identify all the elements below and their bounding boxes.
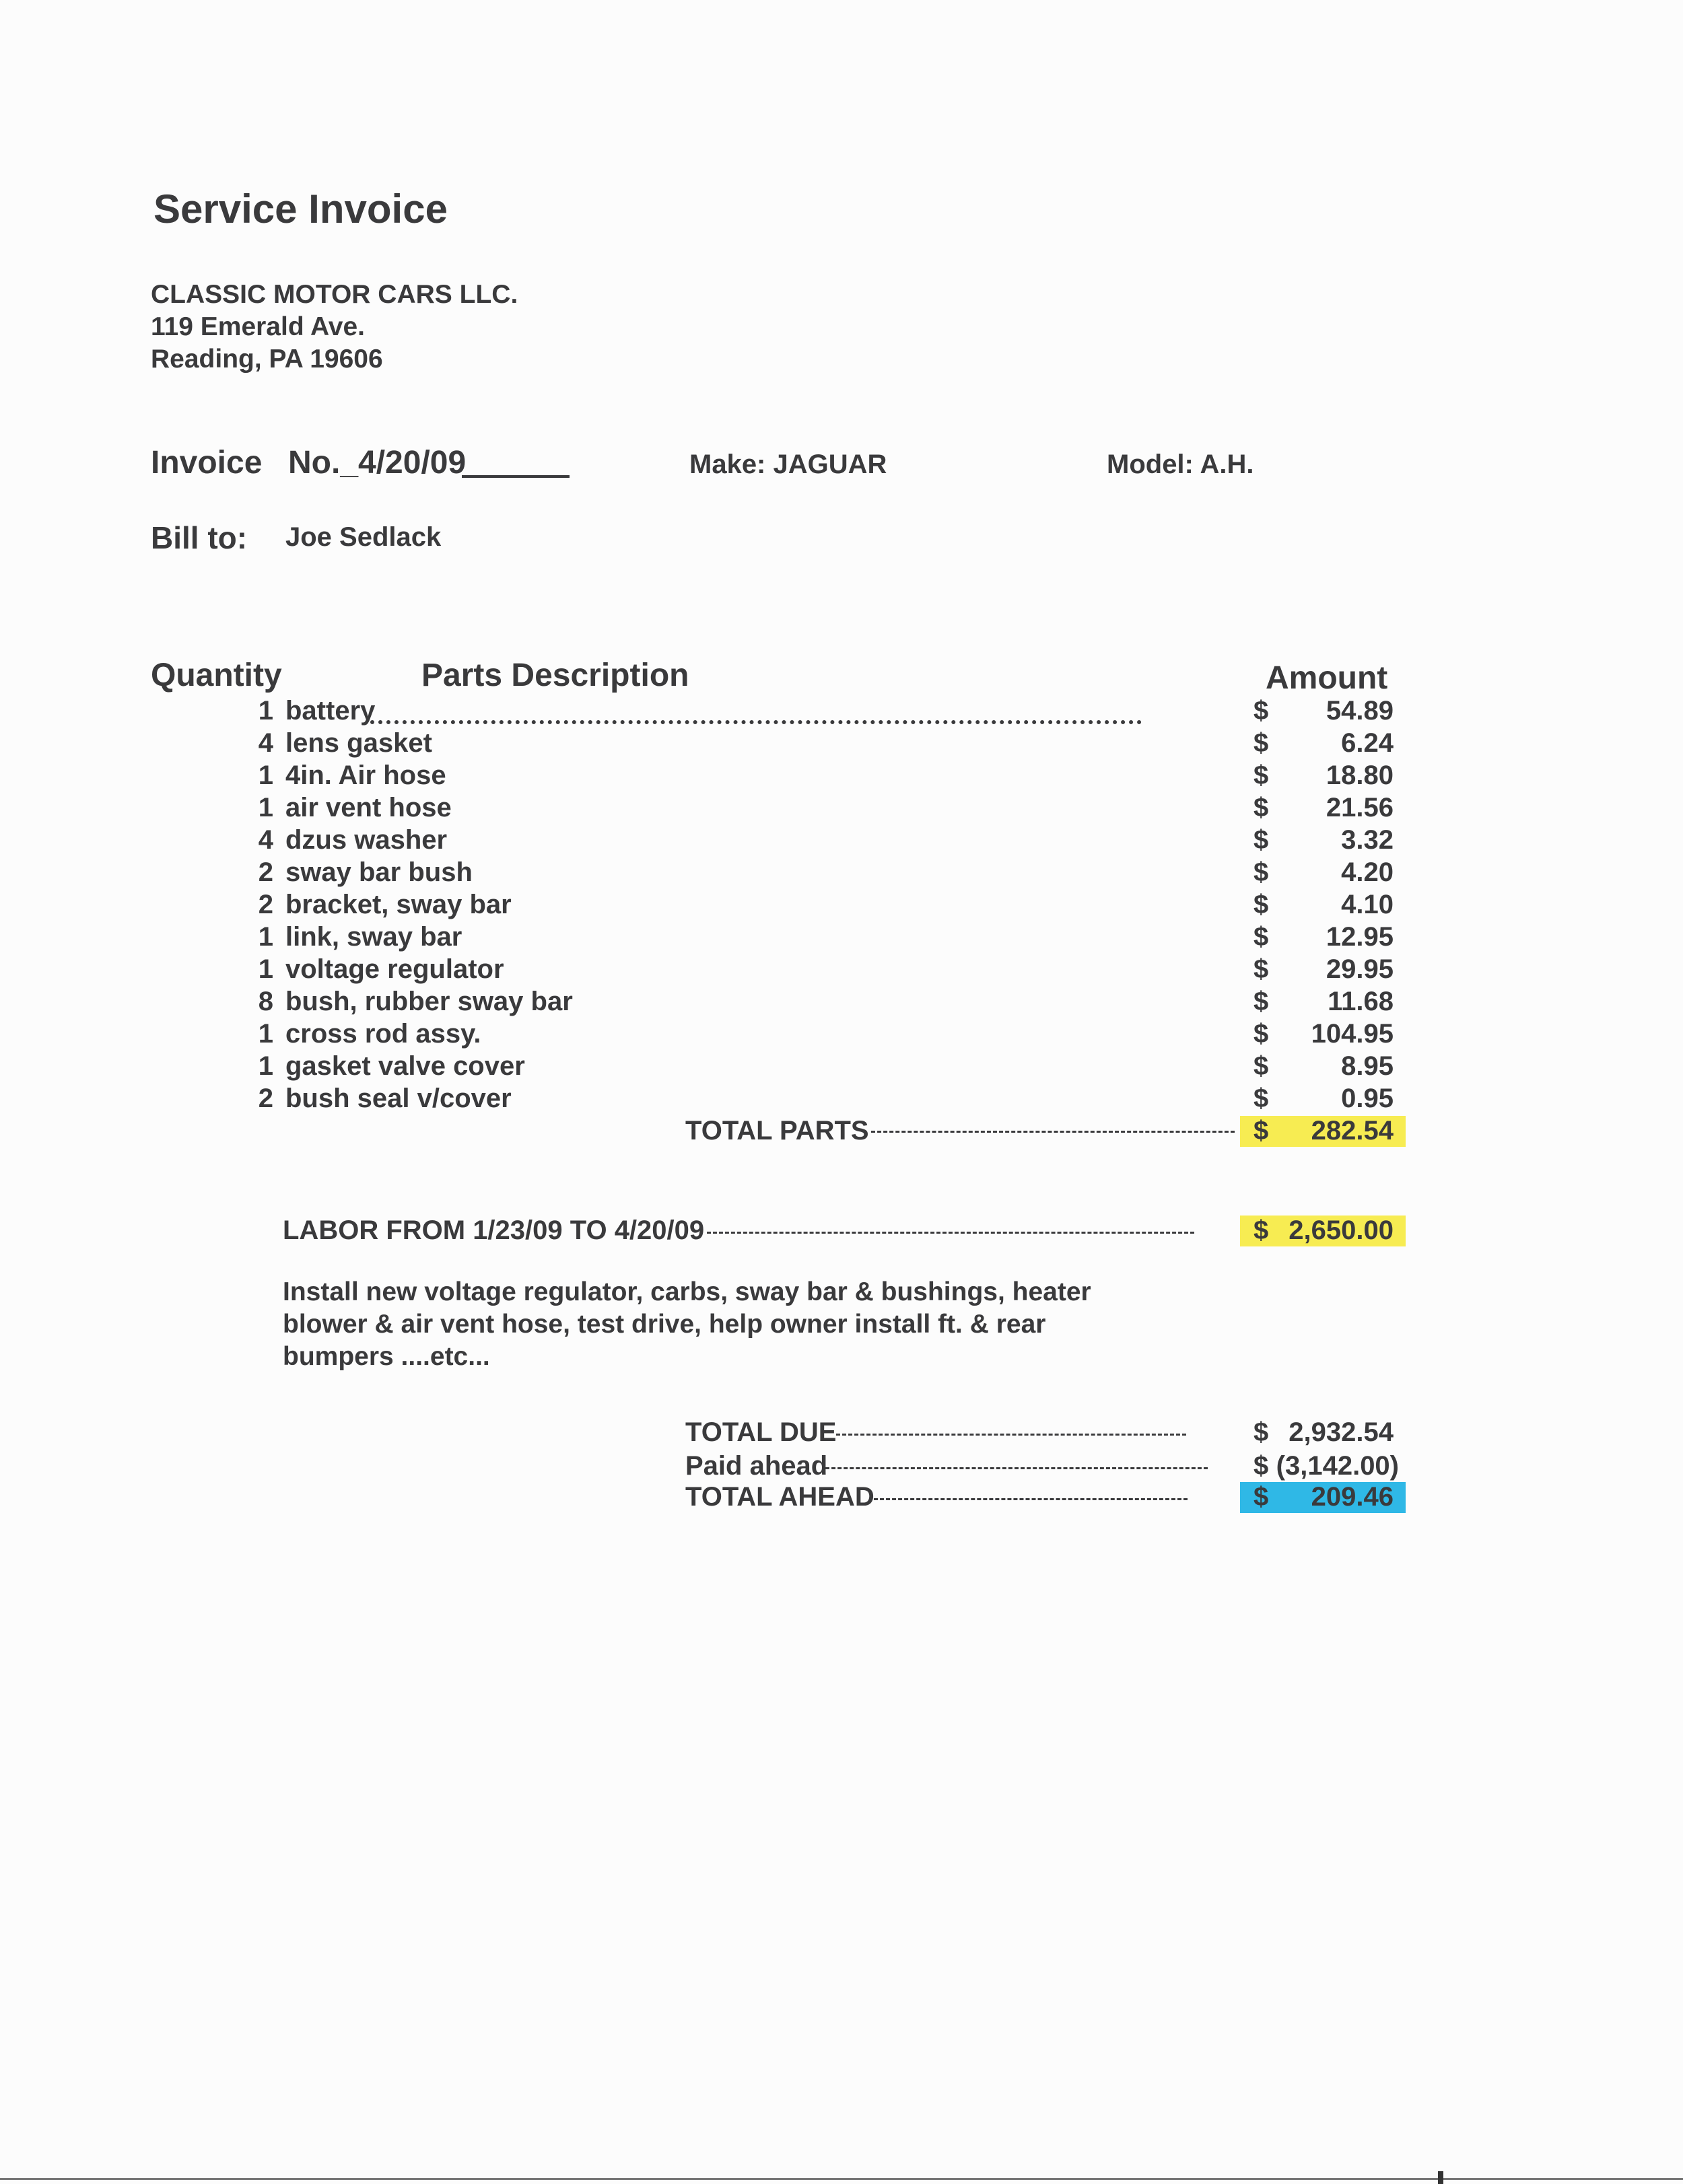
part-dollar-sign: $ <box>1253 1019 1269 1049</box>
part-row <box>0 761 1683 793</box>
part-row <box>0 728 1683 761</box>
part-quantity: 2 <box>258 857 273 887</box>
vehicle-make: Make: JAGUAR <box>689 450 887 479</box>
part-row <box>0 696 1683 728</box>
invoice-number: No._4/20/09 <box>288 445 467 481</box>
part-dollar-sign: $ <box>1253 696 1269 726</box>
part-amount: 104.95 <box>1311 1019 1394 1049</box>
total-due-label: TOTAL DUE <box>685 1417 837 1447</box>
part-dollar-sign: $ <box>1253 728 1269 758</box>
part-quantity: 4 <box>258 825 273 855</box>
part-dollar-sign: $ <box>1253 825 1269 855</box>
part-dollar-sign: $ <box>1253 1051 1269 1081</box>
part-description: lens gasket <box>285 728 432 758</box>
part-description: bracket, sway bar <box>285 890 512 919</box>
part-amount: 8.95 <box>1341 1051 1394 1081</box>
part-row <box>0 954 1683 987</box>
part-row <box>0 1019 1683 1051</box>
part-amount: 18.80 <box>1326 761 1394 790</box>
quantity-header: Quantity <box>151 658 282 693</box>
part-quantity: 1 <box>258 954 273 984</box>
part-dollar-sign: $ <box>1253 1084 1269 1113</box>
paid-ahead-dollar: $ <box>1253 1451 1269 1481</box>
part-amount: 29.95 <box>1326 954 1394 984</box>
total-ahead-amount: 209.46 <box>1311 1482 1394 1512</box>
part-row <box>0 1084 1683 1116</box>
part-description: gasket valve cover <box>285 1051 525 1081</box>
part-dollar-sign: $ <box>1253 793 1269 822</box>
part-dollar-sign: $ <box>1253 922 1269 952</box>
labor-label: LABOR FROM 1/23/09 TO 4/20/09 <box>283 1216 705 1245</box>
part-quantity: 1 <box>258 1051 273 1081</box>
total-parts-amount: 282.54 <box>1311 1116 1394 1146</box>
part-quantity: 1 <box>258 793 273 822</box>
labor-leader <box>707 1232 1194 1234</box>
part-amount: 3.32 <box>1341 825 1394 855</box>
part-dollar-sign: $ <box>1253 987 1269 1016</box>
invoice-number-underline <box>462 475 570 478</box>
scan-edge-line <box>0 2178 1683 2180</box>
part-amount: 12.95 <box>1326 922 1394 952</box>
part-quantity: 1 <box>258 922 273 952</box>
part-row <box>0 825 1683 857</box>
part-description: voltage regulator <box>285 954 504 984</box>
invoice-label: Invoice <box>151 445 263 481</box>
part-description: bush seal v/cover <box>285 1084 512 1113</box>
part-row <box>0 857 1683 890</box>
labor-amount: 2,650.00 <box>1289 1216 1394 1245</box>
part-quantity: 2 <box>258 1084 273 1113</box>
page-title: Service Invoice <box>153 186 448 232</box>
vehicle-model: Model: A.H. <box>1107 450 1254 479</box>
part-quantity: 4 <box>258 728 273 758</box>
company-name: CLASSIC MOTOR CARS LLC. <box>151 280 518 309</box>
amount-header: Amount <box>1266 660 1388 696</box>
part-dollar-sign: $ <box>1253 857 1269 887</box>
company-city: Reading, PA 19606 <box>151 345 383 374</box>
part-description: link, sway bar <box>285 922 462 952</box>
labor-dollar: $ <box>1253 1216 1269 1245</box>
part-description: bush, rubber sway bar <box>285 987 573 1016</box>
total-due-dollar: $ <box>1253 1417 1269 1447</box>
labor-notes: Install new voltage regulator, carbs, sway bar & bushings, heater blower & air vent hose, test drive, help owner install ft. & rear bumpers ....etc... <box>283 1277 1091 1371</box>
total-ahead-leader <box>874 1498 1188 1500</box>
part-description: cross rod assy. <box>285 1019 481 1049</box>
part-description: 4in. Air hose <box>285 761 446 790</box>
total-parts-dollar: $ <box>1253 1116 1269 1146</box>
part-description: air vent hose <box>285 793 452 822</box>
scan-edge-mark <box>1438 2171 1443 2184</box>
paid-ahead-label: Paid ahead <box>685 1451 828 1481</box>
part-dollar-sign: $ <box>1253 890 1269 919</box>
bill-to-name: Joe Sedlack <box>285 522 442 552</box>
part-quantity: 1 <box>258 696 273 726</box>
part-dollar-sign: $ <box>1253 954 1269 984</box>
paid-ahead-leader <box>825 1467 1208 1469</box>
part-row <box>0 890 1683 922</box>
part-amount: 4.20 <box>1341 857 1394 887</box>
part-description: battery <box>285 696 376 726</box>
part-amount: 21.56 <box>1326 793 1394 822</box>
total-ahead-dollar: $ <box>1253 1482 1269 1512</box>
part-description: dzus washer <box>285 825 448 855</box>
total-due-amount: 2,932.54 <box>1289 1417 1394 1447</box>
bill-to-label: Bill to: <box>151 520 248 555</box>
part-amount: 54.89 <box>1326 696 1394 726</box>
part-row <box>0 922 1683 954</box>
total-ahead-label: TOTAL AHEAD <box>685 1482 874 1512</box>
paid-ahead-amount: (3,142.00) <box>1276 1451 1399 1481</box>
part-row <box>0 1051 1683 1084</box>
part-row <box>0 793 1683 825</box>
part-amount: 6.24 <box>1341 728 1394 758</box>
part-quantity: 8 <box>258 987 273 1016</box>
part-quantity: 2 <box>258 890 273 919</box>
part-quantity: 1 <box>258 1019 273 1049</box>
total-due-leader <box>836 1434 1186 1436</box>
part-amount: 0.95 <box>1341 1084 1394 1113</box>
part-amount: 4.10 <box>1341 890 1394 919</box>
part-amount: 11.68 <box>1328 987 1394 1016</box>
part-description: sway bar bush <box>285 857 473 887</box>
description-header: Parts Description <box>421 658 689 693</box>
total-parts-label: TOTAL PARTS <box>685 1116 869 1146</box>
part-quantity: 1 <box>258 761 273 790</box>
company-street: 119 Emerald Ave. <box>151 312 365 341</box>
total-parts-leader <box>871 1131 1235 1133</box>
part-dollar-sign: $ <box>1253 761 1269 790</box>
part-row <box>0 987 1683 1019</box>
dotted-leader <box>370 701 1142 724</box>
